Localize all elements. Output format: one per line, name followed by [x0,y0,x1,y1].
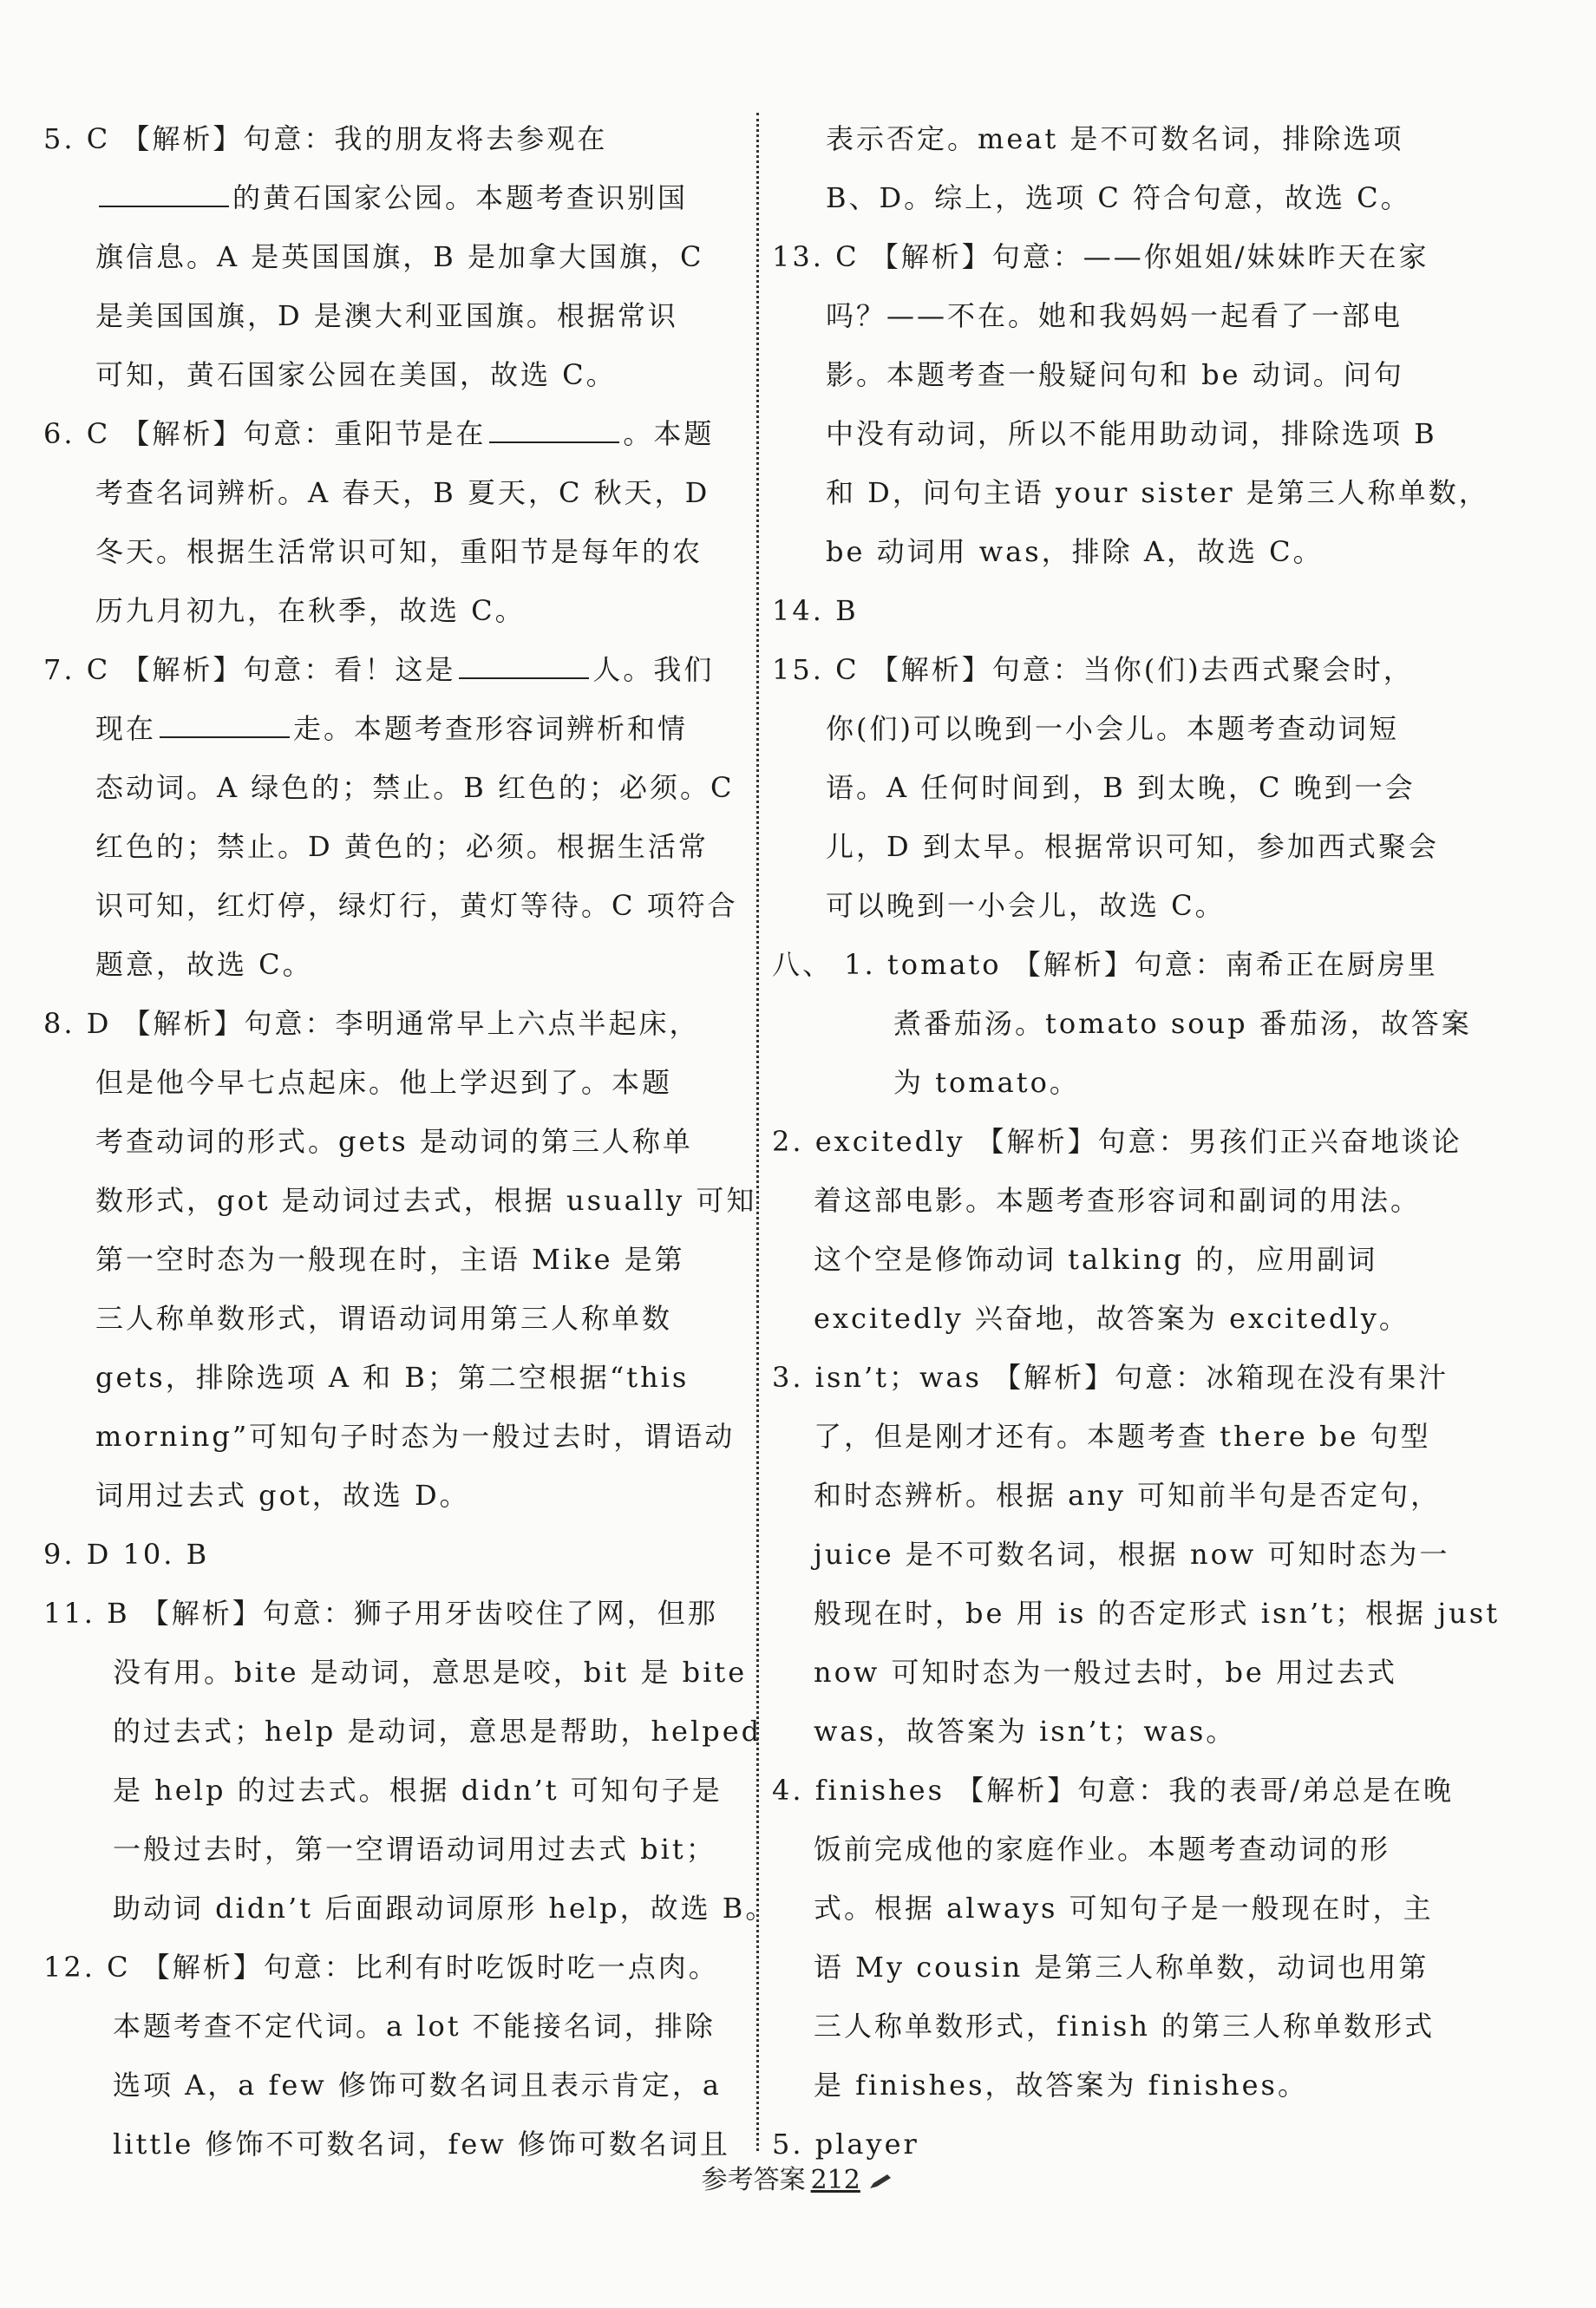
line-text: 考查名词辨析。A 春天，B 夏天，C 秋天，D [95,476,710,509]
line-text: 冬天。根据生活常识可知，重阳节是每年的农 [95,535,703,568]
text-line [43,109,759,168]
answer-blank [489,419,619,443]
line-text: 没有用。bite 是动词，意思是咬，bit 是 bite [113,1656,748,1689]
text-line [43,817,759,876]
line-text: 和时态辨析。根据 any 可知前半句是否定句， [814,1479,1442,1512]
text-line [43,1820,759,1879]
footer-label: 参考答案 [701,2165,806,2195]
text-line [772,286,1475,345]
line-text: 语。A 任何时间到，B 到太晚，C 晚到一会 [826,771,1416,804]
text-line [43,1584,759,1643]
line-text: 着这部电影。本题考查形容词和副词的用法。 [814,1184,1422,1217]
text-line [772,168,1475,227]
text-line [772,581,1475,640]
right-column [772,109,1501,2174]
text-line [772,1053,1475,1112]
text-line [43,935,759,994]
line-text: 识可知，红灯停，绿灯行，黄灯等待。C 项符合 [95,889,738,922]
text-line [43,1407,759,1466]
text-line [43,1348,759,1407]
line-text: 现在 [95,712,157,745]
text-line [43,640,759,699]
text-line [43,2056,759,2115]
line-text: excitedly 兴奋地，故答案为 excitedly。 [814,1302,1410,1335]
line-text: 历九月初九，在秋季，故选 C。 [95,594,526,627]
answer-blank [160,714,290,738]
answer-blank [99,183,229,207]
text-line [772,640,1475,699]
text-line [772,1112,1475,1171]
text-line [772,817,1475,876]
text-line [43,1230,759,1289]
text-line [772,1348,1475,1407]
text-line [43,404,759,463]
line-text: 是 help 的过去式。根据 didn’t 可知句子是 [113,1774,723,1807]
text-line [772,2056,1475,2115]
line-text: 考查动词的形式。gets 是动词的第三人称单 [95,1125,693,1158]
line-text: 红色的；禁止。D 黄色的；必须。根据生活常 [95,830,709,863]
line-text: 八、 1. tomato 【解析】句意：南希正在厨房里 [772,948,1438,981]
line-text: 3. isn’t；was 【解析】句意：冰箱现在没有果汁 [772,1361,1449,1394]
line-text: 可以晚到一小会儿，故选 C。 [826,889,1226,922]
line-text: 9. D 10. B [43,1538,210,1571]
line-text: 式。根据 always 可知句子是一般现在时，主 [814,1892,1434,1925]
text-line [43,876,759,935]
line-text-tail: 人。我们 [592,653,715,686]
text-line [43,1702,762,1761]
text-line [43,1643,759,1702]
line-text: 儿，D 到太早。根据常识可知，参加西式聚会 [826,830,1439,863]
text-line [772,1584,1501,1643]
line-text: morning”可知句子时态为一般过去时，谓语动 [95,1420,736,1453]
text-line [43,227,759,286]
line-text: now 可知时态为一般过去时，be 用过去式 [814,1656,1398,1689]
text-line [772,1938,1475,1997]
text-line [43,286,759,345]
line-text: 吗？——不在。她和我妈妈一起看了一部电 [826,299,1403,332]
line-text-tail: 走。本题考查形容词辨析和情 [293,712,689,745]
line-text: 中没有动词，所以不能用助动词，排除选项 B [826,417,1437,450]
line-text: was，故答案为 isn’t；was。 [814,1715,1237,1748]
line-text: 4. finishes 【解析】句意：我的表哥/弟总是在晚 [772,1774,1454,1807]
text-line [772,1289,1475,1348]
line-text: 2. excitedly 【解析】句意：男孩们正兴奋地谈论 [772,1125,1462,1158]
text-line [772,1466,1475,1525]
text-line [772,758,1475,817]
line-text-tail: 。本题 [623,417,715,450]
text-line [772,1407,1475,1466]
page-footer [0,2158,1596,2196]
text-line [43,168,759,227]
text-line [772,1525,1475,1584]
line-text: 5. C 【解析】句意：我的朋友将去参观在 [43,122,608,155]
text-line [43,522,759,581]
text-line [772,1643,1475,1702]
line-text: little 修饰不可数名词，few 修饰可数名词且 [113,2128,730,2161]
line-text: 态动词。A 绿色的；禁止。B 红色的；必须。C [95,771,735,804]
line-text: 三人称单数形式，谓语动词用第三人称单数 [95,1302,673,1335]
line-text: 5. player [772,2128,919,2161]
line-text: 表示否定。meat 是不可数名词，排除选项 [826,122,1404,155]
line-text: 13. C 【解析】句意：——你姐姐/妹妹昨天在家 [772,240,1429,273]
line-text: 饭前完成他的家庭作业。本题考查动词的形 [814,1833,1391,1866]
line-text: 词用过去式 got，故选 D。 [95,1479,470,1512]
line-text: 助动词 didn’t 后面跟动词原形 help，故选 B。 [113,1892,776,1925]
line-text: 这个空是修饰动词 talking 的，应用副词 [814,1243,1378,1276]
line-text: 8. D 【解析】句意：李明通常早上六点半起床， [43,1007,700,1040]
line-text: 了，但是刚才还有。本题考查 there be 句型 [814,1420,1431,1453]
line-text: 本题考查不定代词。a lot 不能接名词，排除 [113,2010,716,2043]
line-text: 是美国国旗，D 是澳大利亚国旗。根据常识 [95,299,678,332]
line-text: 6. C 【解析】句意：重阳节是在 [43,417,487,450]
text-line [772,1702,1475,1761]
text-line [772,876,1475,935]
page-number: 212 [810,2165,860,2195]
text-line [43,1997,759,2056]
text-line [772,699,1475,758]
text-line [43,1112,759,1171]
line-text: B、D。综上，选项 C 符合句意，故选 C。 [826,181,1411,214]
line-text: 12. C 【解析】句意：比利有时吃饭时吃一点肉。 [43,1951,719,1984]
line-text: 一般过去时，第一空谓语动词用过去式 bit； [113,1833,716,1866]
text-line [43,1171,759,1230]
text-line [772,522,1475,581]
text-line [772,227,1475,286]
line-text: gets，排除选项 A 和 B；第二空根据“this [95,1361,690,1394]
text-line [43,1761,759,1820]
line-text: 影。本题考查一般疑问句和 be 动词。问句 [826,358,1404,391]
answer-blank [459,655,589,679]
text-line [772,1171,1475,1230]
line-text: 数形式，got 是动词过去式，根据 usually 可知 [95,1184,757,1217]
text-line [43,1879,776,1938]
line-text: 是 finishes，故答案为 finishes。 [814,2069,1308,2102]
text-line [772,1997,1475,2056]
text-line [772,463,1489,522]
text-line [772,345,1475,404]
text-line [43,994,759,1053]
text-line [772,109,1475,168]
text-line [772,1879,1475,1938]
line-text: 7. C 【解析】句意：看！这是 [43,653,456,686]
text-line [43,699,759,758]
line-text: 的过去式；help 是动词，意思是帮助，helped [113,1715,762,1748]
line-text: 14. B [772,594,859,627]
text-line [772,1230,1475,1289]
line-text: 题意，故选 C。 [95,948,313,981]
text-line [772,1761,1475,1820]
line-text: 你(们)可以晚到一小会儿。本题考查动词短 [826,712,1399,745]
line-text: 但是他今早七点起床。他上学迟到了。本题 [95,1066,673,1099]
line-text: 的黄石国家公园。本题考查识别国 [232,181,689,214]
text-line [772,994,1475,1053]
pencil-icon [868,2173,894,2190]
text-line [43,581,759,640]
line-text: 为 tomato。 [893,1066,1080,1099]
line-text: juice 是不可数名词，根据 now 可知时态为一 [814,1538,1450,1571]
left-column [43,109,776,2174]
line-text: 和 D，问句主语 your sister 是第三人称单数， [826,476,1489,509]
text-line [43,345,759,404]
line-text: 语 My cousin 是第三人称单数，动词也用第 [814,1951,1429,1984]
line-text: 11. B 【解析】句意：狮子用牙齿咬住了网，但那 [43,1597,718,1630]
line-text: 三人称单数形式，finish 的第三人称单数形式 [814,2010,1436,2043]
line-text: 煮番茄汤。tomato soup 番茄汤，故答案 [893,1007,1472,1040]
line-text: be 动词用 was，排除 A，故选 C。 [826,535,1324,568]
column-divider [756,113,759,2151]
line-text: 15. C 【解析】句意：当你(们)去西式聚会时， [772,653,1414,686]
text-line [772,935,1475,994]
text-line [43,758,759,817]
line-text: 第一空时态为一般现在时，主语 Mike 是第 [95,1243,685,1276]
text-line [43,1938,759,1997]
line-text: 旗信息。A 是英国国旗，B 是加拿大国旗，C [95,240,704,273]
text-line [772,1820,1475,1879]
line-text: 选项 A，a few 修饰可数名词且表示肯定，a [113,2069,722,2102]
text-line [43,1053,759,1112]
text-line [43,1466,759,1525]
text-line [43,1289,759,1348]
line-text: 般现在时，be 用 is 的否定形式 isn’t；根据 just [814,1597,1501,1630]
text-line [43,1525,759,1584]
line-text: 可知，黄石国家公园在美国，故选 C。 [95,358,617,391]
text-line [772,404,1475,463]
text-line [43,463,759,522]
